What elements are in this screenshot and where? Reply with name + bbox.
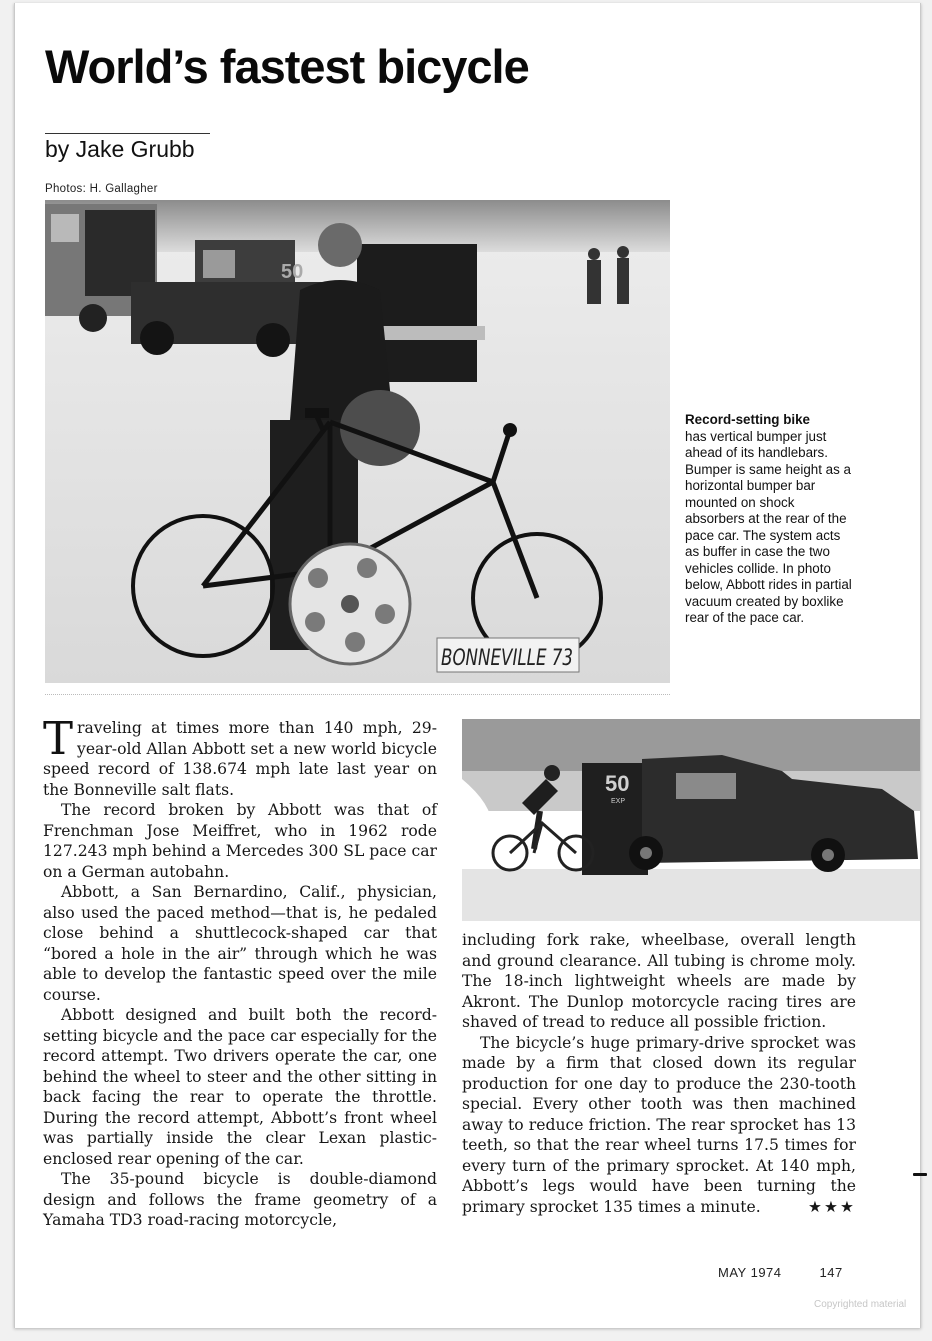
article-title: World’s fastest bicycle [45, 40, 529, 93]
caption-text: has vertical bumper just ahead of its handlebars. Bumper is same height as a horizontal bumper bar mounted on shock absorbers at the rear of the pace car. The system acts as buffer in case the two vehicles collide. In photo below, Abbott rides in partial vacuum created by boxlike rear of the pace car. [685, 428, 852, 625]
paragraph-2: The record broken by Abbott was that of Frenchman Jose Meiffret, who in 1962 rode 127.243 mph behind a Mercedes 300 SL pace car on a German autobahn. [43, 801, 437, 881]
drop-cap: T [43, 712, 74, 765]
page-footer [718, 1265, 843, 1280]
byline: by Jake Grubb [45, 136, 195, 162]
paragraph-1 [43, 712, 437, 800]
issue-date: MAY 1974 [718, 1265, 782, 1280]
bonneville-sign: BONNEVILLE 73 [441, 646, 573, 671]
paragraph-7 [462, 1033, 856, 1218]
page-number: 147 [819, 1265, 843, 1280]
photo-credit: Photos: H. Gallagher [45, 183, 158, 195]
paragraph-4: Abbott designed and built both the record-setting bicycle and the pace car especially for the record attempt. Two drivers operate the car, one behind the wheel to steer and the other sitting in back facing the rear to operate the throttle. During the record attempt, Abbott’s front wheel was partially inside the clear Lexan plastic-enclosed rear opening of the car. [43, 1006, 437, 1168]
pace-car-illustration [462, 719, 920, 921]
main-photo [45, 200, 670, 683]
paragraph-6: including fork rake, wheelbase, overall length and ground clearance. All tubing is chrome moly. The 18-inch lightweight wheels are made by Akront. The Dunlop motorcycle racing tires are shaved of tread to reduce all possible friction. [462, 931, 856, 1031]
paragraph-1-text: raveling at times more than 140 mph, 29-year-old Allan Abbott set a new world bicycle speed record of 138.674 mph late last year on the Bonneville salt flats. [43, 719, 437, 799]
paragraph-5: The 35-pound bicycle is double-diamond design and follows the frame geometry of a Yamaha TD3 road-racing motorcycle, [43, 1170, 437, 1229]
copyright-watermark: Copyrighted material [814, 1299, 907, 1310]
article-column-left [43, 712, 437, 1231]
byline-rule [45, 133, 210, 134]
pace-car-number: 50 [605, 771, 630, 796]
photo-divider [45, 694, 670, 695]
caption-lead: Record-setting bike [685, 412, 811, 427]
paragraph-3: Abbott, a San Bernardino, Calif., physician, also used the paced method—that is, he pedaled close behind a shuttlecock-shaped car that “bored a hole in the air” through which he was able to develop the fantastic speed over the mile course. [43, 883, 437, 1004]
truck-number: 50 [281, 261, 304, 283]
magazine-page [14, 3, 921, 1328]
article-column-right [462, 930, 856, 1217]
photo-caption [685, 412, 853, 627]
pace-car-sub: EXP [611, 798, 626, 805]
end-mark: ★★★ [808, 1197, 856, 1216]
paragraph-7-text: The bicycle’s huge primary-drive sprocket was made by a firm that closed down its regular production for one day to produce the 230-tooth special. Every other tooth was then machined away to reduce friction. The rear sprocket has 13 teeth, so that the rear wheel turns 17.5 times for every turn of the primary sprocket. At 140 mph, Abbott’s legs would have been turning the primary sprocket 135 times a minute. [462, 1033, 856, 1216]
primary-sprocket [290, 544, 410, 664]
pace-car-photo [462, 719, 920, 921]
edge-mark [913, 1173, 927, 1176]
bicycle-photo-illustration [45, 200, 670, 683]
